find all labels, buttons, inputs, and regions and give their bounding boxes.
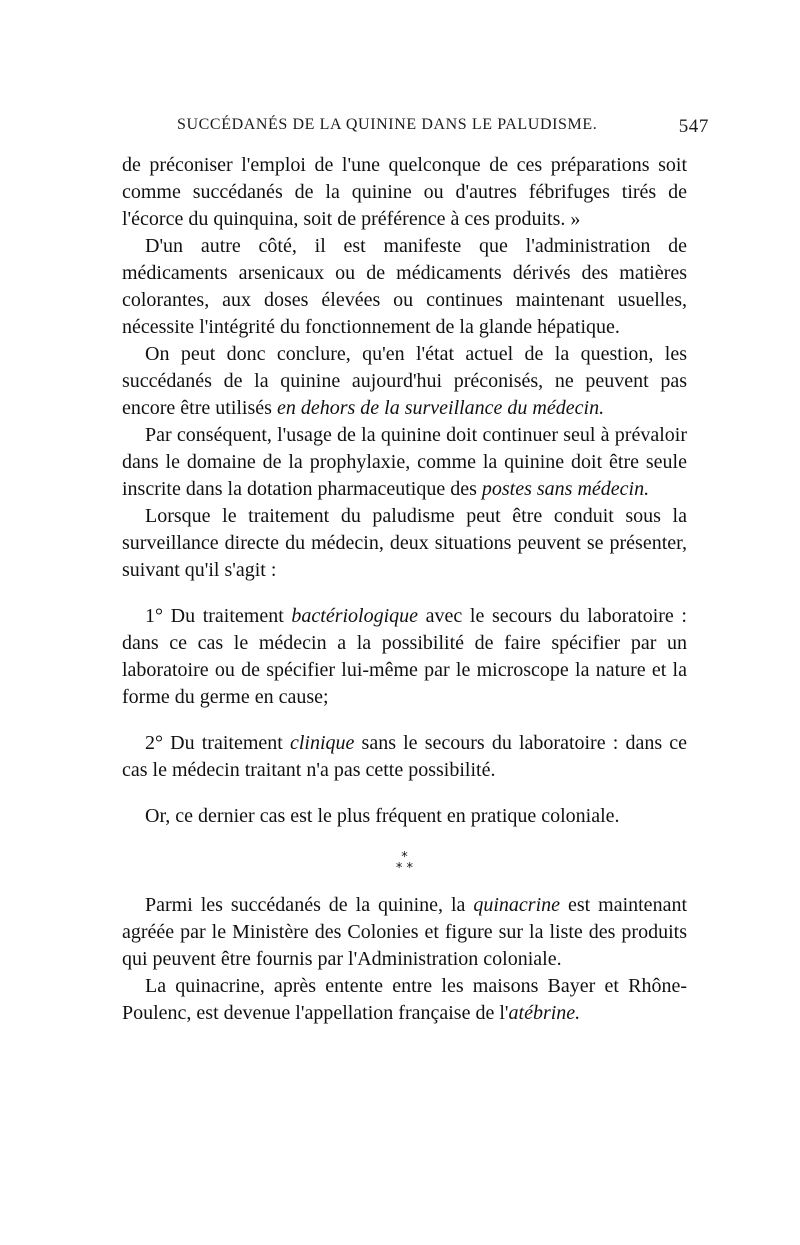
paragraph-text: 1° Du traitement [145, 605, 292, 627]
paragraph [122, 892, 687, 973]
paragraph [122, 341, 687, 422]
paragraph-text: Par conséquent, l'usage de la quinine doit continuer seul à prévaloir dans le domaine de la prophylaxie, comme la quinine doit être seule inscrite dans la dotation pharmaceutique des [122, 424, 687, 500]
paragraph [122, 503, 687, 584]
asterism-section-break [122, 852, 687, 874]
paragraph-continuation [122, 152, 687, 233]
paragraph-text: de préconiser l'emploi de l'une quelconque de ces préparations soit comme succédanés de la quinine ou d'autres fébrifuges tirés de l'écorce du quinquina, soit de préférence à ces produits. » [122, 154, 687, 230]
paragraph-text: avec le secours du laboratoire : dans ce cas le médecin a la possibilité de faire spécifier par un laboratoire ou de spécifier lui-même par le microscope la nature et la forme du germe en cause; [122, 605, 687, 708]
paragraph-text: sans le secours du laboratoire : dans ce cas le médecin traitant n'a pas cette possibilité. [122, 732, 687, 781]
asterism-top: * [401, 850, 408, 865]
body-text [122, 152, 687, 1027]
paragraph-text: La quinacrine, après entente entre les maisons Bayer et Rhône-Poulenc, est devenue l'appellation française de l' [122, 975, 687, 1024]
emphasis-text: quinacrine [473, 894, 561, 916]
running-header-title: SUCCÉDANÉS DE LA QUININE DANS LE PALUDISME. [177, 116, 598, 133]
paragraph-text: D'un autre côté, il est manifeste que l'administration de médicaments arsenicaux ou de médicaments dérivés des matières colorantes, aux doses élevées ou continues maintenant usuelles, nécessite l'intégrité du fonctionnement de la glande hépatique. [122, 235, 687, 338]
emphasis-text: bactériologique [291, 605, 419, 627]
paragraph-text: Lorsque le traitement du paludisme peut être conduit sous la surveillance directe du médecin, deux situations peuvent se présenter, suivant qu'il s'agit : [122, 505, 687, 581]
emphasis-text: clinique [289, 732, 355, 754]
paragraph [122, 803, 687, 830]
paragraph-text: est maintenant agréée par le Ministère des Colonies et figure sur la liste des produits qui peuvent être fournis par l'Administration coloniale. [122, 894, 687, 970]
paragraph-text: 2° Du traitement [145, 732, 290, 754]
emphasis-text: atébrine. [508, 1002, 581, 1024]
paragraph [122, 422, 687, 503]
page-number: 547 [678, 116, 709, 137]
emphasis-text: postes sans médecin. [481, 478, 650, 500]
paragraph-text: Or, ce dernier cas est le plus fréquent en pratique coloniale. [145, 805, 620, 827]
asterism-bottom: * * [395, 861, 414, 876]
paragraph-text: On peut donc conclure, qu'en l'état actuel de la question, les succédanés de la quinine aujourd'hui préconisés, ne peuvent pas encore être utilisés [122, 343, 687, 419]
list-item-clinical [122, 730, 687, 784]
paragraph [122, 233, 687, 341]
paragraph [122, 973, 687, 1027]
list-item-bacteriological [122, 603, 687, 711]
paragraph-text: Parmi les succédanés de la quinine, la [145, 894, 474, 916]
emphasis-text: en dehors de la surveillance du médecin. [276, 397, 605, 419]
